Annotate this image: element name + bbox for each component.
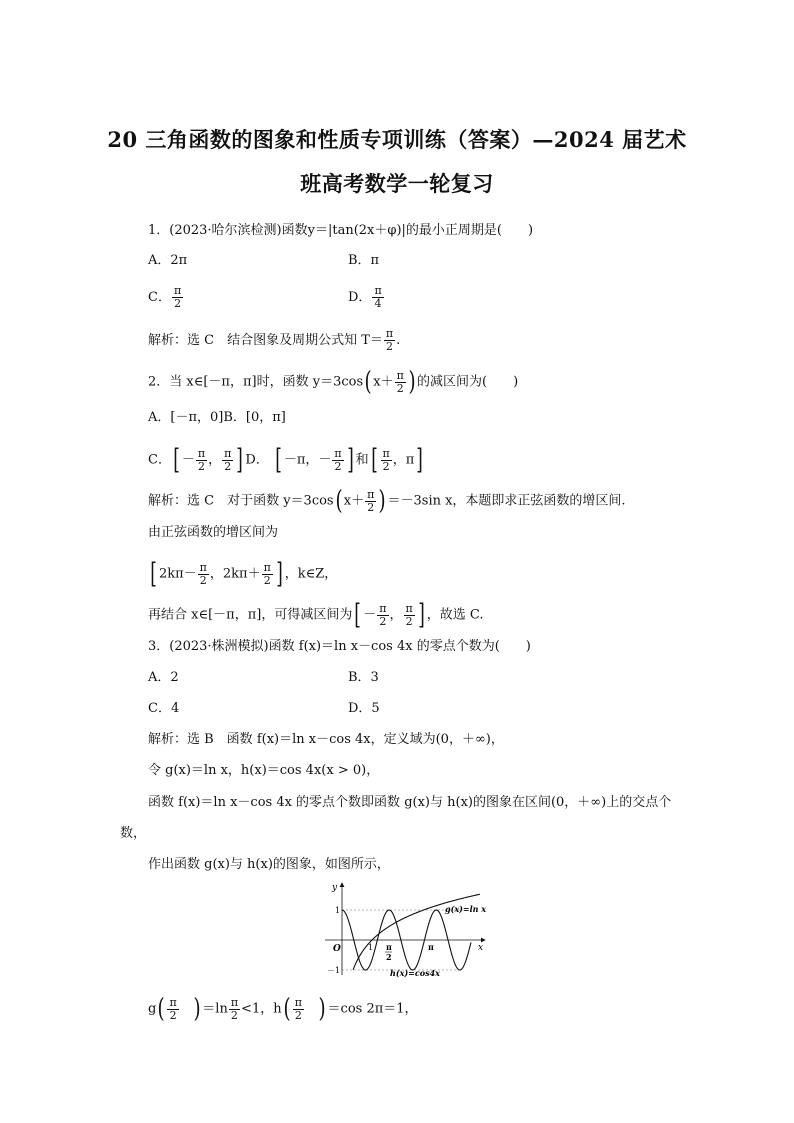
q3-analysis: 解析：选 B 函数 f(x)＝ln x－cos 4x，定义域为(0，＋∞)， [148,732,504,747]
pi-half-den: 2 [386,952,392,962]
page-title: 20 三角函数的图象和性质专项训练（答案）—2024 届艺术 [107,127,687,152]
x-one-label: 1 [368,943,374,952]
q2-stem: 2．当 x∈[－π，π]时，函数 y＝3cos( x＋ $\frac{\pi}{2}$ ) 的减区间为( ) [148,367,519,397]
q3-option-d: D．5 [348,701,380,716]
q3-compare: g( $\frac{\pi}{2}$ ) ＝ln $\frac{\pi}{2}$ <1，h( $\frac{\pi}{2}$ ) ＝cos 2π＝1， [148,994,418,1024]
q1-analysis: 解析：选 C 结合图象及周期公式知 T＝ $\frac{\pi}{2}$ . [148,327,401,353]
q2-increasing: 由正弦函数的增区间为 [148,525,279,540]
q1-option-b: B．π [348,253,380,268]
g-curve-label: g(x)=ln x [445,904,487,914]
y-axis-label: y [332,883,338,893]
function-graph [320,880,490,980]
fraction: $\frac{\pi}{2}$ [385,327,394,353]
y-neg-one-label: －1 [327,966,341,975]
q3-option-b: B．3 [348,670,379,685]
origin-label: O [333,944,341,954]
q3-option-c: C．4 [148,701,180,716]
q2-combine: 再结合 x∈[－π，π]，可得减区间为[ － $\frac{\pi}{2}$ ， $\frac{\pi}{2}$ ] ，故选 C. [148,598,484,631]
q3-draw: 作出函数 g(x)与 h(x)的图象，如图所示， [148,857,390,872]
q1-option-a: A．2π [148,253,188,268]
q1-stem: 1．(2023·哈尔滨检测)函数y＝|tan(2x＋φ)|的最小正周期是( ) [148,223,534,238]
q1-option-d: D． $\frac{\pi}{4}$ [348,284,382,310]
fraction: $\frac{\pi}{4}$ [374,284,382,310]
pi-label: π [428,942,434,952]
page-title-line2: 班高考数学一轮复习 [300,171,494,196]
q3-let: 令 g(x)＝ln x，h(x)＝cos 4x(x > 0)， [148,763,380,778]
pi-half-num: π [386,942,392,952]
q3-zero-2: 数， [120,826,147,841]
q2-analysis: 解析：选 C 对于函数 y＝3cos( x＋ $\frac{\pi}{2}$ ) ＝－3sin x，本题即求正弦函数的增区间. [148,486,626,516]
q3-option-a: A．2 [148,670,179,685]
y-one-label: 1 [335,906,341,915]
fraction: $\frac{\pi}{2}$ [173,284,182,310]
h-curve-label: h(x)=cos4x [390,968,440,978]
q2-interval: [ 2kπ－ $\frac{\pi}{2}$ ，2kπ＋ $\frac{\pi}{2}$ ] ，k∈Z， [150,557,338,590]
q1-option-c: C． $\frac{\pi}{2}$ [148,284,182,310]
q2-option-cd: C．[ － $\frac{\pi}{2}$ ， $\frac{\pi}{2}$ ] D． [ －π，－ $\frac{\pi}{2}$ ] 和[ $\frac{\pi}{2}$ ，π] [148,443,424,476]
x-axis-label: x [478,943,484,953]
q2-option-ab: A．[－π，0]B．[0，π] [148,410,286,425]
q3-stem: 3．(2023·株洲模拟)函数 f(x)＝ln x－cos 4x 的零点个数为( ) [148,639,531,654]
q3-zero-1: 函数 f(x)＝ln x－cos 4x 的零点个数即函数 g(x)与 h(x)的图象在区间(0，＋∞)上的交点个 [148,795,672,810]
